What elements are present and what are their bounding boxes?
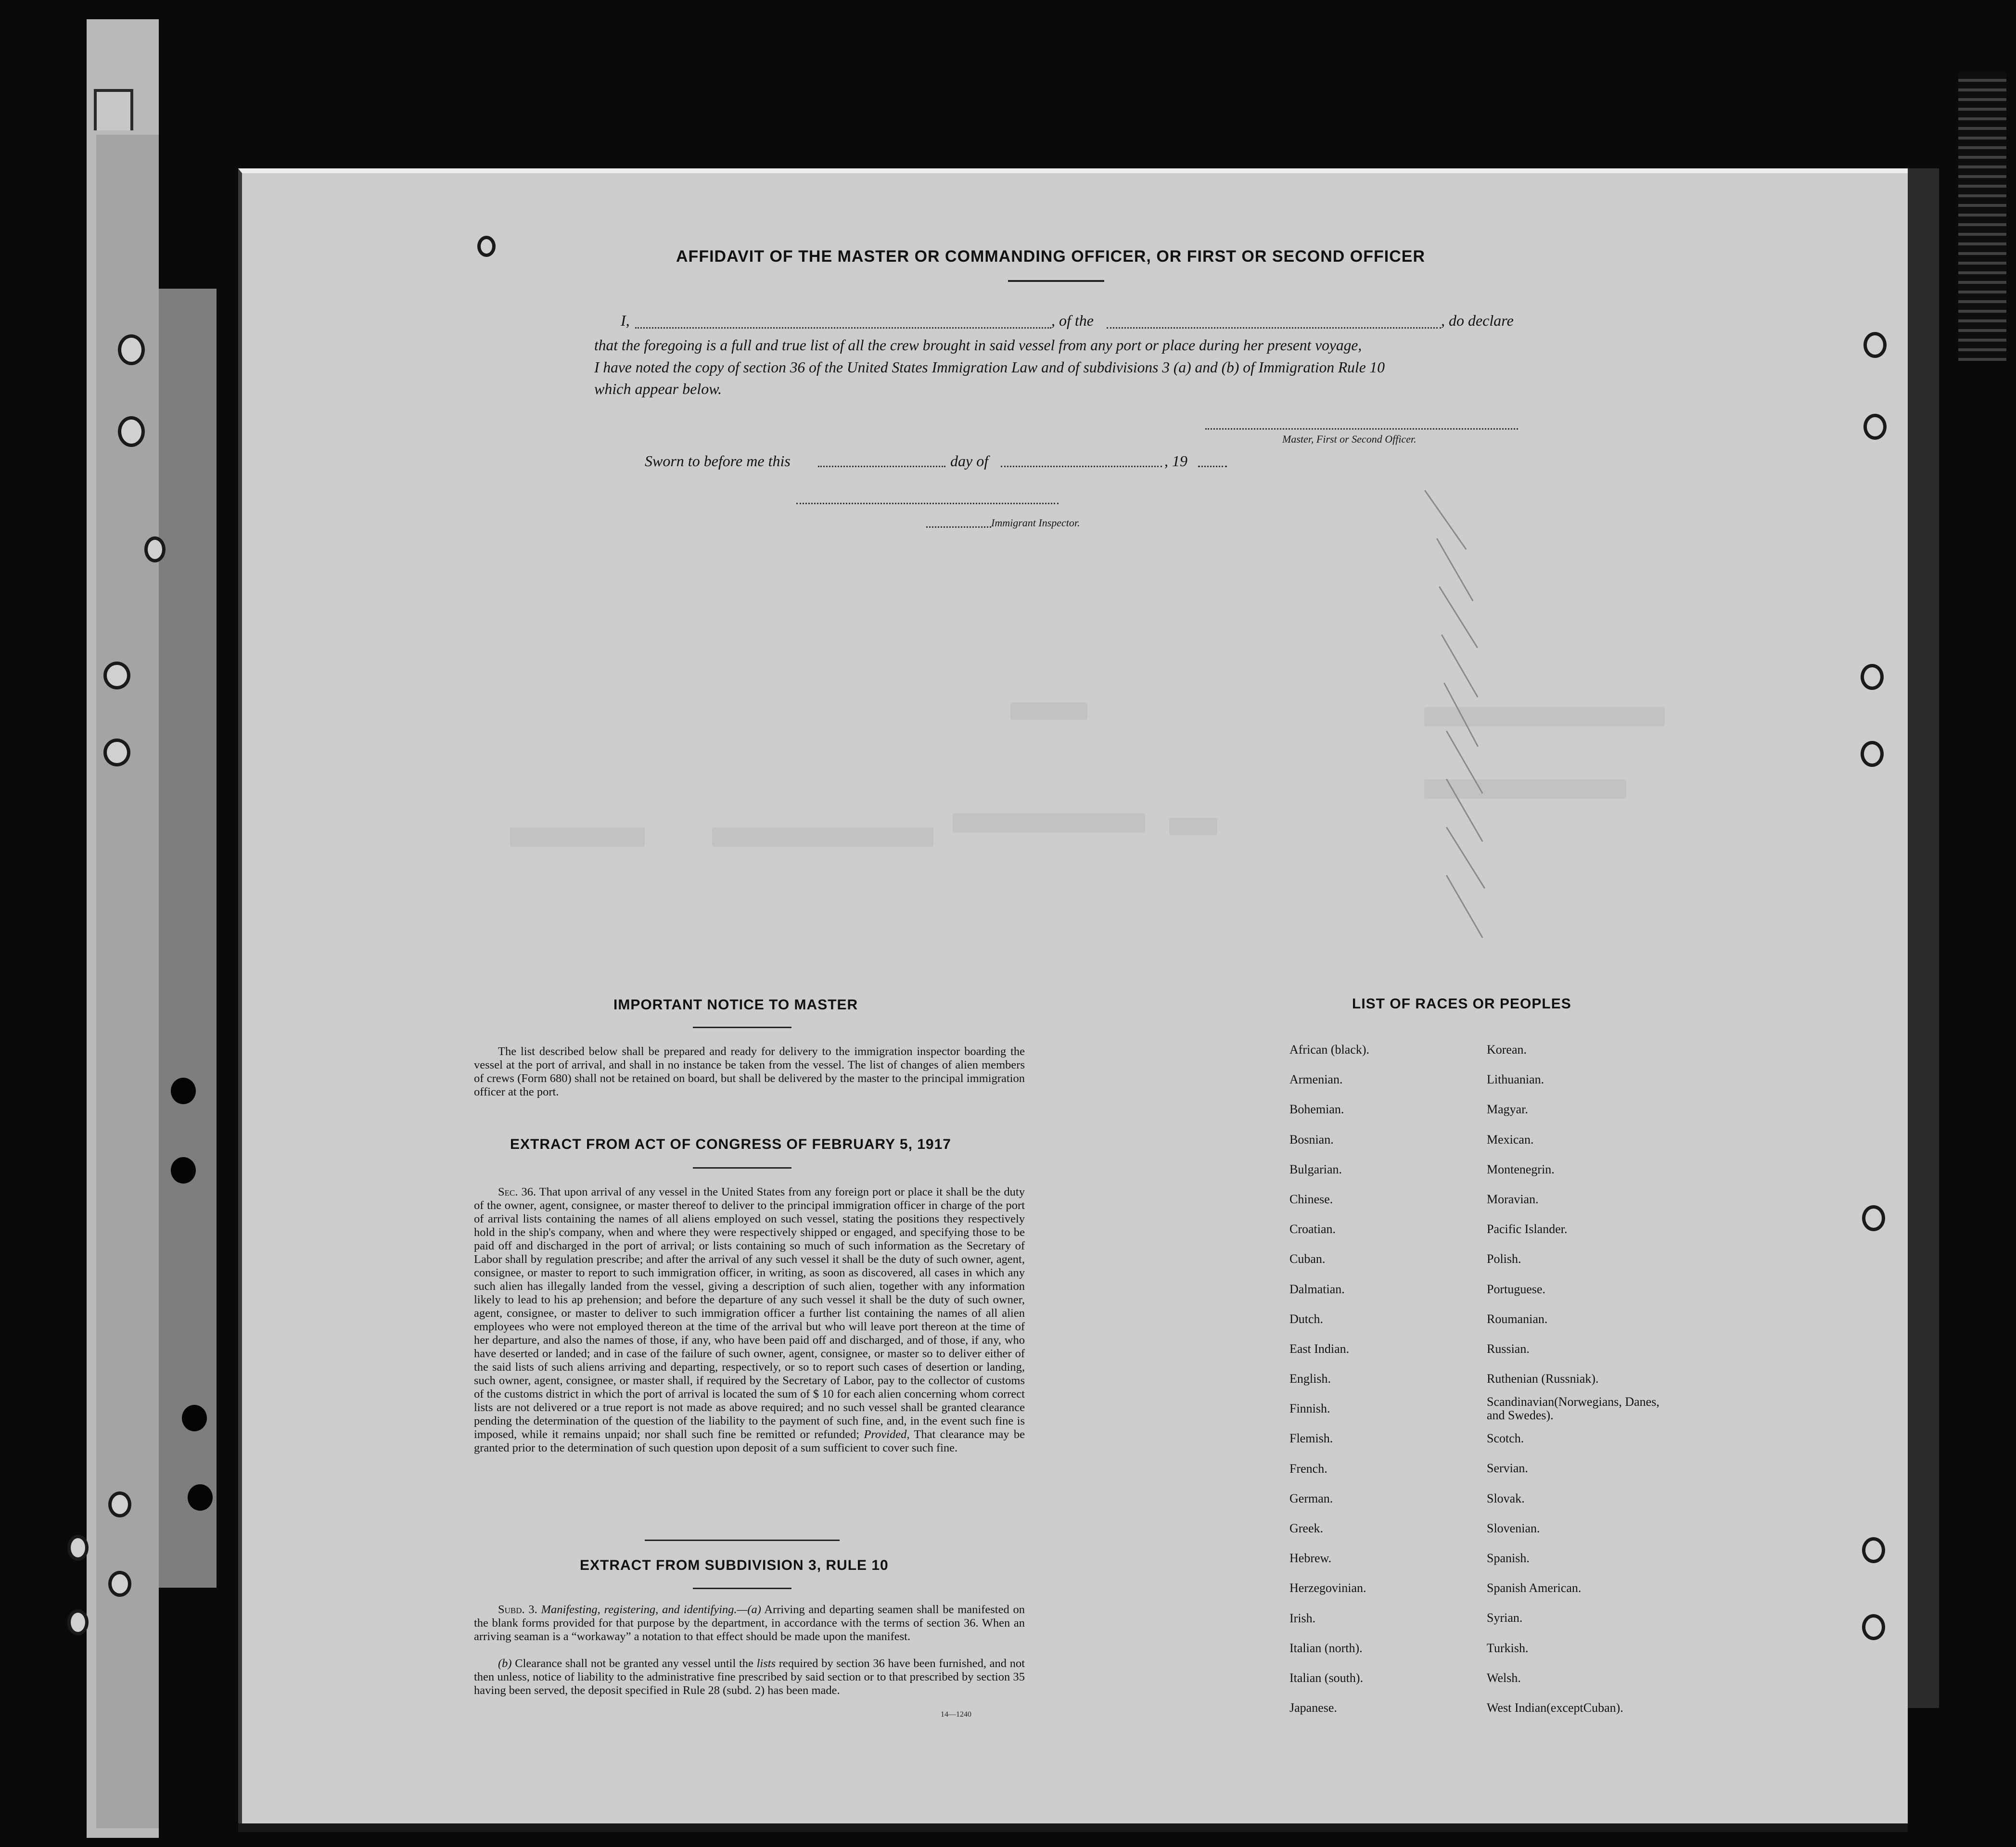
bleed-through-mark [712, 828, 933, 847]
rule-heading: Manifesting, registering, and identifying.—(a) [541, 1603, 761, 1616]
races-left-column [1289, 1043, 1369, 1731]
background-page-right-edge [1905, 168, 1939, 1708]
races-right-column [1487, 1043, 1660, 1731]
race-item: East Indian. [1289, 1341, 1350, 1356]
binder-hole [171, 1078, 196, 1104]
binder-hole [188, 1484, 213, 1511]
race-item: Montenegrin. [1487, 1162, 1555, 1176]
race-item: Bohemian. [1289, 1102, 1344, 1117]
binder-hole [1863, 414, 1887, 440]
race-item: Slovenian. [1487, 1521, 1540, 1535]
race-item: Greek. [1289, 1521, 1324, 1535]
race-item: Chinese. [1289, 1192, 1333, 1206]
bleed-through-mark [1424, 779, 1626, 799]
race-item: Ruthenian (Russniak). [1487, 1372, 1599, 1386]
race-item: English. [1289, 1372, 1331, 1386]
affidavit-line-4: which appear below. [594, 380, 722, 397]
rule-subd-label: Subd. 3. [498, 1603, 537, 1616]
bleed-through-mark [1169, 818, 1217, 835]
day-of-label: day of [950, 452, 989, 470]
binder-hole [67, 1609, 89, 1635]
act-underline [693, 1167, 791, 1169]
declarant-name-field[interactable] [635, 327, 1051, 329]
race-item: Lithuanian. [1487, 1072, 1544, 1087]
form-number: 14—1240 [941, 1710, 971, 1719]
race-item: Herzegovinian. [1289, 1581, 1366, 1595]
act-section-label: Sec. 36. [498, 1185, 536, 1198]
rule-title: EXTRACT FROM SUBDIVISION 3, RULE 10 [580, 1557, 889, 1573]
race-item: Scandinavian(Norwegians, Danes, and Swedes). [1487, 1395, 1659, 1423]
declarant-label: I, [621, 312, 630, 329]
race-item: Mexican. [1487, 1132, 1534, 1146]
race-item: Italian (north). [1289, 1641, 1363, 1655]
notice-text [474, 1045, 1025, 1099]
bleed-through-mark [1010, 702, 1087, 720]
binder-hole [1862, 1614, 1885, 1640]
race-item: French. [1289, 1461, 1327, 1476]
race-item: Irish. [1289, 1611, 1316, 1625]
bleed-through-mark [1424, 707, 1665, 726]
race-item: Servian. [1487, 1461, 1528, 1476]
binder-hole [118, 416, 145, 447]
binder-hole [1862, 1205, 1885, 1231]
binder-hole [1861, 664, 1884, 690]
sworn-day-field[interactable] [818, 466, 945, 467]
year-label: , 19 [1164, 452, 1187, 470]
notice-paragraph: The list described below shall be prepared and ready for delivery to the immigration inspector boarding the vessel at the port of arrival, and shall in no instance be taken from the vessel. The list of changes of alien members of crews (Form 680) shall not be retained on board, but shall be delivered by the master to the principal immigration officer at the port. [474, 1045, 1025, 1098]
binder-tab [94, 89, 133, 130]
binder-hole [1861, 741, 1884, 767]
race-item: Portuguese. [1487, 1282, 1546, 1296]
rule-paragraph-a: Arriving and departing seamen shall be manifested on the blank forms provided for that purpose by the department, in accordance with the terms of section 36. When an arriving seaman is a “workaway” a notation to that effect should be made upon the manifest. [474, 1603, 1025, 1643]
race-item: Cuban. [1289, 1252, 1326, 1266]
act-provided: Provided, [864, 1428, 910, 1441]
bleed-through-mark [953, 813, 1145, 832]
title-underline [1008, 280, 1104, 282]
race-item: Armenian. [1289, 1072, 1343, 1087]
binder-hole [103, 739, 130, 766]
race-item: Dalmatian. [1289, 1282, 1345, 1296]
race-item: Pacific Islander. [1487, 1222, 1568, 1236]
bleed-through-mark [510, 828, 645, 847]
binder-hole [1862, 1537, 1885, 1563]
sworn-label: Sworn to before me this [645, 452, 791, 470]
binder-hole [171, 1157, 196, 1184]
binder-hole [144, 536, 166, 562]
race-item: Croatian. [1289, 1222, 1336, 1236]
race-item: Bosnian. [1289, 1132, 1334, 1146]
act-paragraph-end: That clearance may be granted prior to the determination of such question upon deposit of a sum sufficient to cover such fine. [474, 1428, 1025, 1454]
race-item: Magyar. [1487, 1102, 1528, 1117]
race-item: Dutch. [1289, 1312, 1324, 1326]
act-title: EXTRACT FROM ACT OF CONGRESS OF FEBRUARY 5, 1917 [510, 1136, 951, 1152]
binder-hole [67, 1535, 89, 1561]
rule-b-label: (b) [498, 1657, 512, 1670]
binder-hole [477, 236, 496, 257]
race-item: Turkish. [1487, 1641, 1529, 1655]
vessel-name-field[interactable] [1107, 327, 1441, 329]
affidavit-line-2: that the foregoing is a full and true list of all the crew brought in said vessel from any port or place during her present voyage, [594, 337, 1362, 354]
act-end-rule [645, 1540, 840, 1541]
binder-hole [108, 1491, 131, 1517]
binder-hole [108, 1571, 131, 1597]
race-item: African (black). [1289, 1043, 1370, 1057]
race-item: Russian. [1487, 1341, 1530, 1356]
rule-paragraph-b2: required by section 36 have been furnished, and not then unless, notice of liability to the administrative fine prescribed by said section or to that prescribed by section 35 having been served, the deposit specified in Rule 28 (subd. 2) has been made. [474, 1657, 1025, 1697]
race-item: Flemish. [1289, 1431, 1333, 1446]
race-item: Roumanian. [1487, 1312, 1548, 1326]
affidavit-title: AFFIDAVIT OF THE MASTER OR COMMANDING OFFICER, OR FIRST OR SECOND OFFICER [676, 247, 1425, 266]
rule-text-a [474, 1603, 1025, 1643]
sworn-year-field[interactable] [1198, 466, 1227, 467]
race-item: Hebrew. [1289, 1551, 1332, 1566]
race-item: Spanish. [1487, 1551, 1530, 1565]
sworn-month-field[interactable] [1001, 466, 1162, 467]
race-item: Italian (south). [1289, 1670, 1364, 1685]
race-item: German. [1289, 1491, 1333, 1505]
race-item: Scotch. [1487, 1431, 1524, 1446]
officer-signature-field[interactable] [1205, 428, 1518, 430]
signature-label: Master, First or Second Officer. [1282, 433, 1416, 445]
race-item: Bulgarian. [1289, 1162, 1342, 1176]
affidavit-line-3: I have noted the copy of section 36 of the United States Immigration Law and of subdivisions 3 (a) and (b) of Immigration Rule 10 [594, 359, 1385, 376]
notice-underline [693, 1027, 791, 1028]
race-item: Finnish. [1289, 1401, 1330, 1416]
rule-lists-word: lists [756, 1657, 776, 1670]
act-paragraph: That upon arrival of any vessel in the United States from any foreign port or place it shall be the duty of the owner, agent, consignee, or master thereof to deliver to the principal immigration officer in charge of the port of arrival lists containing the names of all aliens employed on such vessel, stating the positions they respectively hold in the ship's company, when and where they were respectively shipped or engaged, and specifying those to be paid off and discharged in the port of arrival; or lists containing so much of such information as the Secretary of Labor shall by regulation prescribe; and after the arrival of any such vessel it shall be the duty of such owner, agent, consignee, or master to report to such immigration officer, in writing, as soon as discovered, all cases in which any such alien has illegally landed from the vessel, giving a description of such alien, together with any information likely to lead to his ap prehension; and before the departure of any such vessel it shall be the duty of such owner, agent, consignee, or master to deliver to such immigration officer a further list containing the names of all alien employees who were not employed thereon at the time of the arrival but who will leave port thereon at the time of her departure, and also the names of those, if any, who have been paid off and discharged, and of those, if any, who have deserted or landed; and in case of the failure of such owner, agent, consignee, or master so to deliver either of the said lists of such aliens arriving and departing, respectively, or so to report such cases of desertion or landing, such owner, agent, consignee, or master shall, if required by the Secretary of Labor, pay to the collector of customs of the customs district in which the port of arrival is located the sum of $ 10 for each alien concerning whom correct lists are not delivered or a true report is not made as above required; and no such vessel shall be granted clearance pending the determination of the question of the liability to the payment of such fine, and, in the event such fine is imposed, while it remains unpaid; nor shall such fine be remitted or refunded; [474, 1185, 1025, 1441]
races-title: LIST OF RACES OR PEOPLES [1352, 996, 1571, 1012]
background-page-edge [159, 289, 217, 1588]
inspector-prefix-dots [926, 526, 991, 528]
inspector-signature-field[interactable] [796, 503, 1059, 504]
race-item: Korean. [1487, 1043, 1527, 1057]
race-item: Syrian. [1487, 1611, 1523, 1625]
declare-label: , do declare [1441, 312, 1514, 329]
race-item: Spanish American. [1487, 1581, 1582, 1595]
race-item: Moravian. [1487, 1192, 1539, 1206]
binder-hole [1863, 332, 1887, 358]
rule-text-b [474, 1657, 1025, 1697]
binder-hole [118, 334, 145, 365]
race-item: Polish. [1487, 1252, 1521, 1266]
vessel-label: , of the [1051, 312, 1094, 329]
rule-paragraph-b1: Clearance shall not be granted any vessel until the [515, 1657, 753, 1670]
binder-hole [182, 1405, 207, 1431]
race-item: Slovak. [1487, 1491, 1525, 1505]
inspector-label: Immigrant Inspector. [991, 517, 1080, 529]
page-bottom-edge [238, 1823, 1908, 1832]
race-item: Japanese. [1289, 1701, 1337, 1715]
binder-hole [103, 662, 130, 689]
scan-noise [1958, 72, 2006, 361]
rule-underline [693, 1588, 791, 1589]
notice-title: IMPORTANT NOTICE TO MASTER [613, 997, 858, 1013]
race-item: Welsh. [1487, 1670, 1521, 1685]
act-text [474, 1185, 1025, 1455]
race-item: West Indian(exceptCuban). [1487, 1700, 1623, 1715]
